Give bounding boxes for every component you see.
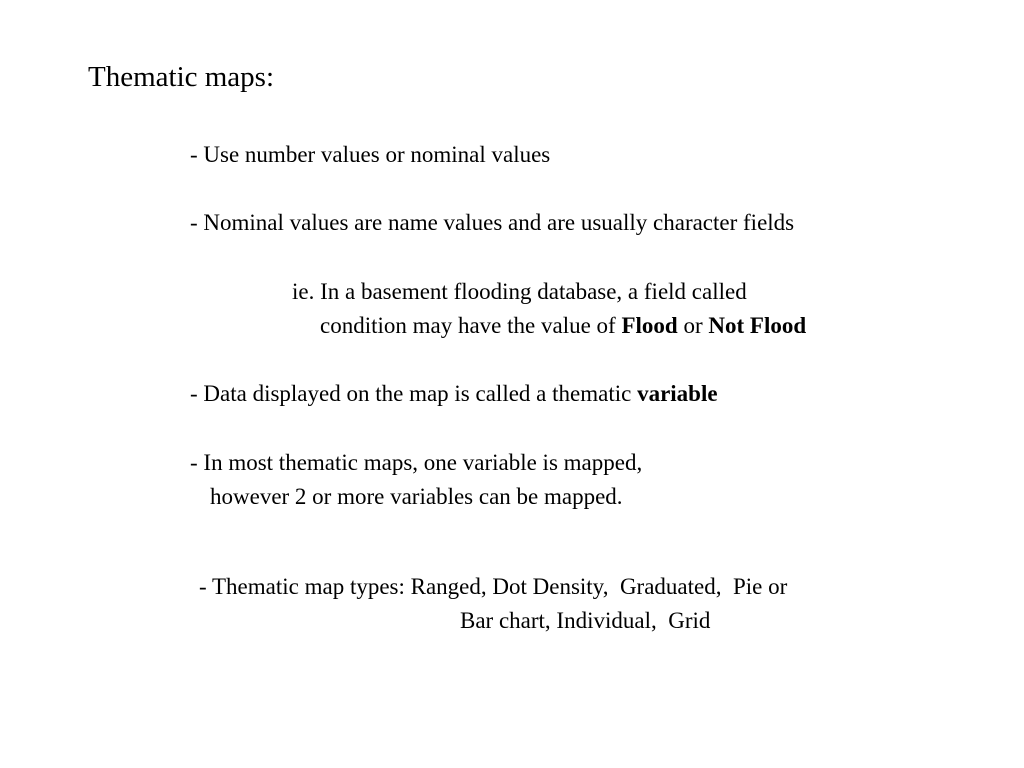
bullet-nominal-values: - Nominal values are name values and are usually character fields — [190, 210, 795, 235]
bullet-thematic-variable-prefix: - Data displayed on the map is called a thematic — [190, 381, 638, 406]
example-value-flood: Flood — [621, 313, 678, 338]
example-value-not-flood: Not Flood — [708, 313, 807, 338]
example-line-2 — [320, 313, 806, 339]
example-line-1: ie. In a basement flooding database, a field called — [292, 279, 747, 304]
slide-title: Thematic maps: — [88, 61, 275, 93]
bullet-thematic-variable-emphasis: variable — [637, 381, 718, 406]
bullet-map-types-line-1: - Thematic map types: Ranged, Dot Density, Graduated, Pie or — [199, 574, 788, 599]
bullet-variables-mapped-line-2: however 2 or more variables can be mapped. — [210, 484, 623, 509]
example-line-2-prefix: condition may have the value of — [320, 313, 622, 338]
example-connector: or — [677, 313, 709, 338]
bullet-number-values: - Use number values or nominal values — [190, 142, 551, 167]
bullet-thematic-variable — [190, 381, 718, 407]
bullet-variables-mapped-line-1: - In most thematic maps, one variable is mapped, — [190, 450, 643, 475]
bullet-map-types-line-2: Bar chart, Individual, Grid — [460, 608, 711, 633]
